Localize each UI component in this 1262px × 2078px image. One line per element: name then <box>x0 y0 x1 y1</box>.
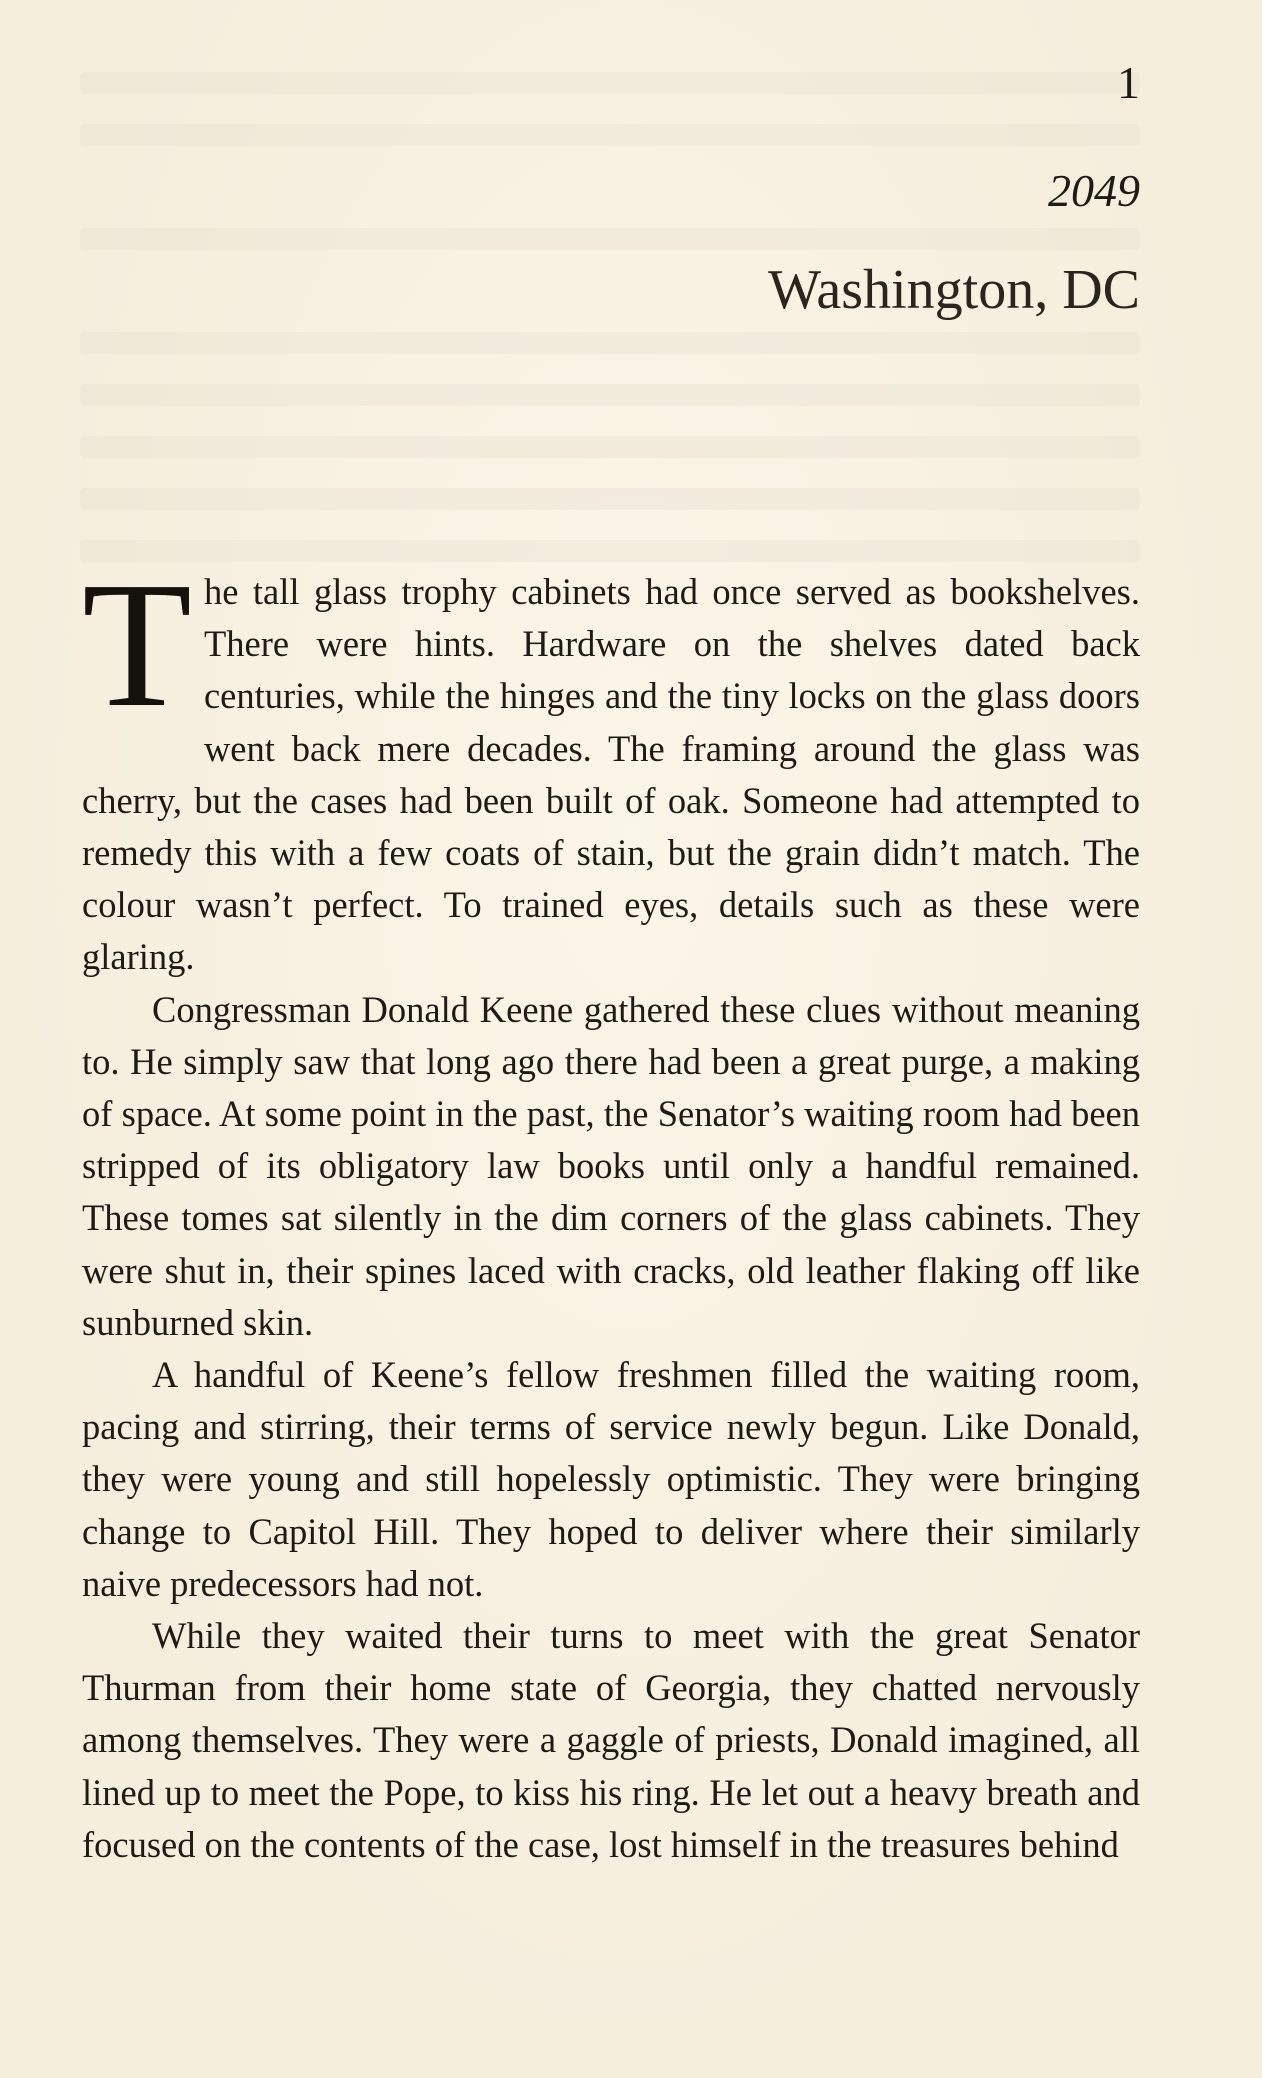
show-through-line <box>80 436 1140 458</box>
paragraph-2: Congressman Donald Keene gathered these clues without meaning to. He simply saw that long ago there had been a great purge, a making of space. At some point in the past, the Senator’s waiting room had been stripped of its obligatory law books until only a handful remained. These tomes sat silently in the dim corners of the glass cabinets. They were shut in, their spines laced with cracks, old leather flaking off like sunburned skin. <box>82 988 1140 1343</box>
paragraph-3: A handful of Keene’s fellow freshmen filled the waiting room, pacing and stirring, their terms of service newly begun. Like Donald, they were young and still hopelessly optimistic. They were bringing change to Capitol Hill. They hoped to deliver where their similarly naive predecessors had not. <box>82 1354 1140 1604</box>
chapter-body <box>82 545 1140 1871</box>
paragraph-1 <box>82 545 1140 984</box>
drop-cap: T <box>82 545 192 744</box>
show-through-line <box>80 332 1140 354</box>
paragraph-1-text: he tall glass trophy cabinets had once served as bookshelves. There were hints. Hardware on the shelves dated back centuries, while the hinges and the tiny locks on the glass doors went back mere decades. The framing around the glass was cherry, but the cases had been built of oak. Someone had attempted to remedy this with a few coats of stain, but the grain didn’t match. The colour wasn’t perfect. To trained eyes, details such as these were glaring. <box>82 571 1140 978</box>
show-through-line <box>80 72 1140 94</box>
paragraph-4: While they waited their turns to meet with the great Senator Thurman from their home state of Georgia, they chatted nervously among themselves. They were a gaggle of priests, Donald imagined, all lined up to meet the Pope, to kiss his ring. He let out a heavy breath and focused on the contents of the case, lost himself in the treasures behind <box>82 1615 1140 1865</box>
show-through-line <box>80 384 1140 406</box>
show-through-line <box>80 540 1140 562</box>
chapter-year: 2049 <box>1048 165 1140 216</box>
show-through-line <box>80 228 1140 250</box>
chapter-place: Washington, DC <box>768 259 1140 321</box>
show-through-line <box>80 488 1140 510</box>
chapter-number: 1 <box>1117 57 1140 108</box>
show-through-line <box>80 124 1140 146</box>
